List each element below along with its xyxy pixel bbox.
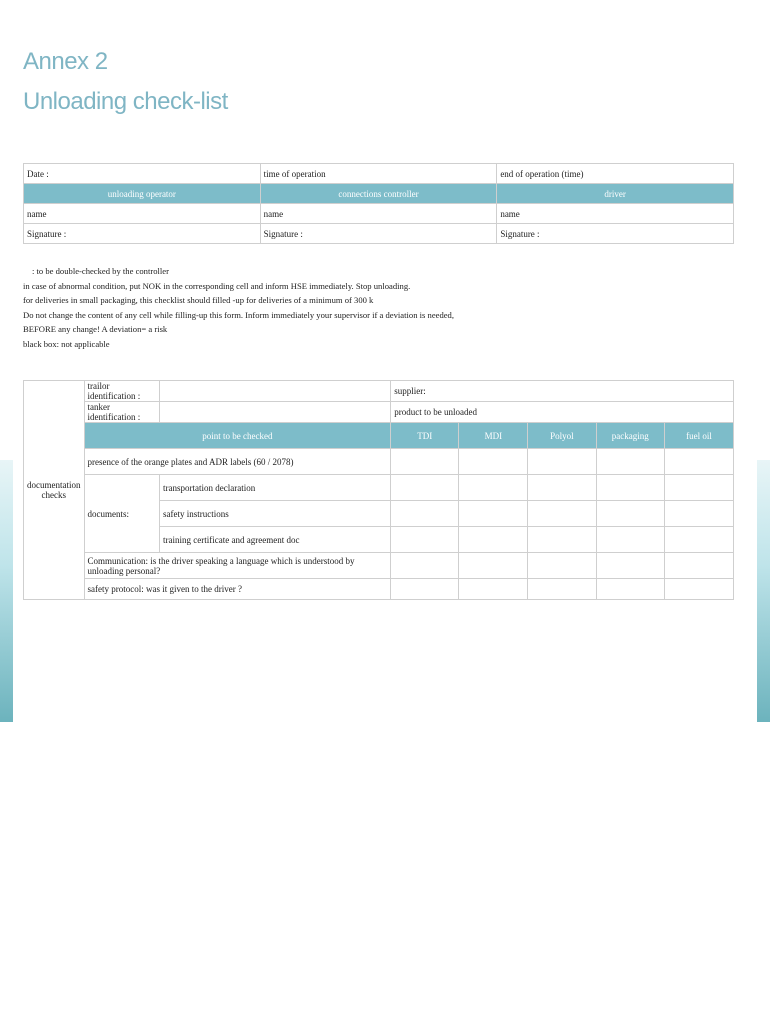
check-cell[interactable] (459, 449, 528, 475)
check-cell[interactable] (391, 527, 459, 553)
table-row (24, 381, 734, 402)
point-to-be-checked-header: point to be checked (84, 423, 391, 449)
table-row (24, 224, 734, 244)
table-row (24, 579, 734, 600)
controller-name-cell[interactable]: name (260, 204, 497, 224)
training-certificate-item: training certificate and agreement doc (160, 527, 391, 553)
check-cell[interactable] (596, 527, 664, 553)
table-header-row (24, 184, 734, 204)
driver-name-cell[interactable]: name (497, 204, 734, 224)
check-cell[interactable] (459, 501, 528, 527)
note-line: BEFORE any change! A deviation= a risk (23, 324, 168, 335)
note-line: for deliveries in small packaging, this checklist should filled -up for deliveries of a minimum of 300 k (23, 295, 374, 306)
safety-protocol-item: safety protocol: was it given to the driver ? (84, 579, 391, 600)
check-cell[interactable] (596, 553, 664, 579)
check-cell[interactable] (596, 579, 664, 600)
check-cell[interactable] (528, 501, 596, 527)
table-header-row (24, 423, 734, 449)
trailor-id-field[interactable] (160, 381, 391, 402)
annex-title: Annex 2 (23, 48, 108, 75)
driver-signature-cell[interactable]: Signature : (497, 224, 734, 244)
check-cell[interactable] (459, 475, 528, 501)
right-side-decoration (757, 460, 770, 722)
tdi-header: TDI (391, 423, 459, 449)
fuel-oil-header: fuel oil (664, 423, 733, 449)
trailor-id-label: trailor identification : (84, 381, 160, 402)
check-cell[interactable] (391, 553, 459, 579)
product-field[interactable]: product to be unloaded (391, 402, 734, 423)
check-cell[interactable] (391, 501, 459, 527)
note-line: black box: not applicable (23, 338, 110, 349)
check-cell[interactable] (664, 553, 733, 579)
check-cell[interactable] (459, 579, 528, 600)
table-row (24, 553, 734, 579)
table-row (24, 449, 734, 475)
check-cell[interactable] (528, 449, 596, 475)
check-cell[interactable] (596, 449, 664, 475)
check-cell[interactable] (664, 527, 733, 553)
check-cell[interactable] (528, 553, 596, 579)
documents-label: documents: (84, 475, 160, 553)
documentation-checks-label: documentation checks (24, 381, 85, 600)
supplier-field[interactable]: supplier: (391, 381, 734, 402)
check-cell[interactable] (459, 553, 528, 579)
mdi-header: MDI (459, 423, 528, 449)
tanker-id-field[interactable] (160, 402, 391, 423)
packaging-header: packaging (596, 423, 664, 449)
polyol-header: Polyol (528, 423, 596, 449)
controller-signature-cell[interactable]: Signature : (260, 224, 497, 244)
check-cell[interactable] (664, 475, 733, 501)
driver-header: driver (497, 184, 734, 204)
page-title: Unloading check-list (23, 88, 228, 115)
table-row (24, 402, 734, 423)
check-cell[interactable] (596, 501, 664, 527)
unloading-operator-header: unloading operator (24, 184, 261, 204)
note-line: : to be double-checked by the controller (32, 266, 169, 276)
connections-controller-header: connections controller (260, 184, 497, 204)
check-cell[interactable] (391, 475, 459, 501)
orange-plates-item: presence of the orange plates and ADR labels (60 / 2078) (84, 449, 391, 475)
operation-table (23, 163, 734, 244)
instructions-notes (23, 264, 454, 352)
time-of-operation-cell[interactable]: time of operation (260, 164, 497, 184)
check-cell[interactable] (391, 579, 459, 600)
check-cell[interactable] (596, 475, 664, 501)
operator-name-cell[interactable]: name (24, 204, 261, 224)
operator-signature-cell[interactable]: Signature : (24, 224, 261, 244)
date-cell[interactable]: Date : (24, 164, 261, 184)
table-row (24, 164, 734, 184)
note-line: in case of abnormal condition, put NOK in the corresponding cell and inform HSE immediately. Stop unloading. (23, 280, 411, 291)
end-of-operation-cell[interactable]: end of operation (time) (497, 164, 734, 184)
table-row (24, 204, 734, 224)
transport-declaration-item: transportation declaration (160, 475, 391, 501)
checklist-table (23, 380, 734, 600)
table-row (24, 475, 734, 501)
left-side-decoration (0, 460, 13, 722)
communication-item: Communication: is the driver speaking a language which is understood by unloading personal? (84, 553, 391, 579)
check-cell[interactable] (664, 501, 733, 527)
check-cell[interactable] (664, 449, 733, 475)
safety-instructions-item: safety instructions (160, 501, 391, 527)
check-cell[interactable] (528, 475, 596, 501)
check-cell[interactable] (391, 449, 459, 475)
note-line: Do not change the content of any cell while filling-up this form. Inform immediately your supervisor if a deviation is needed, (23, 309, 455, 320)
check-cell[interactable] (528, 579, 596, 600)
check-cell[interactable] (459, 527, 528, 553)
check-cell[interactable] (664, 579, 733, 600)
check-cell[interactable] (528, 527, 596, 553)
tanker-id-label: tanker identification : (84, 402, 160, 423)
